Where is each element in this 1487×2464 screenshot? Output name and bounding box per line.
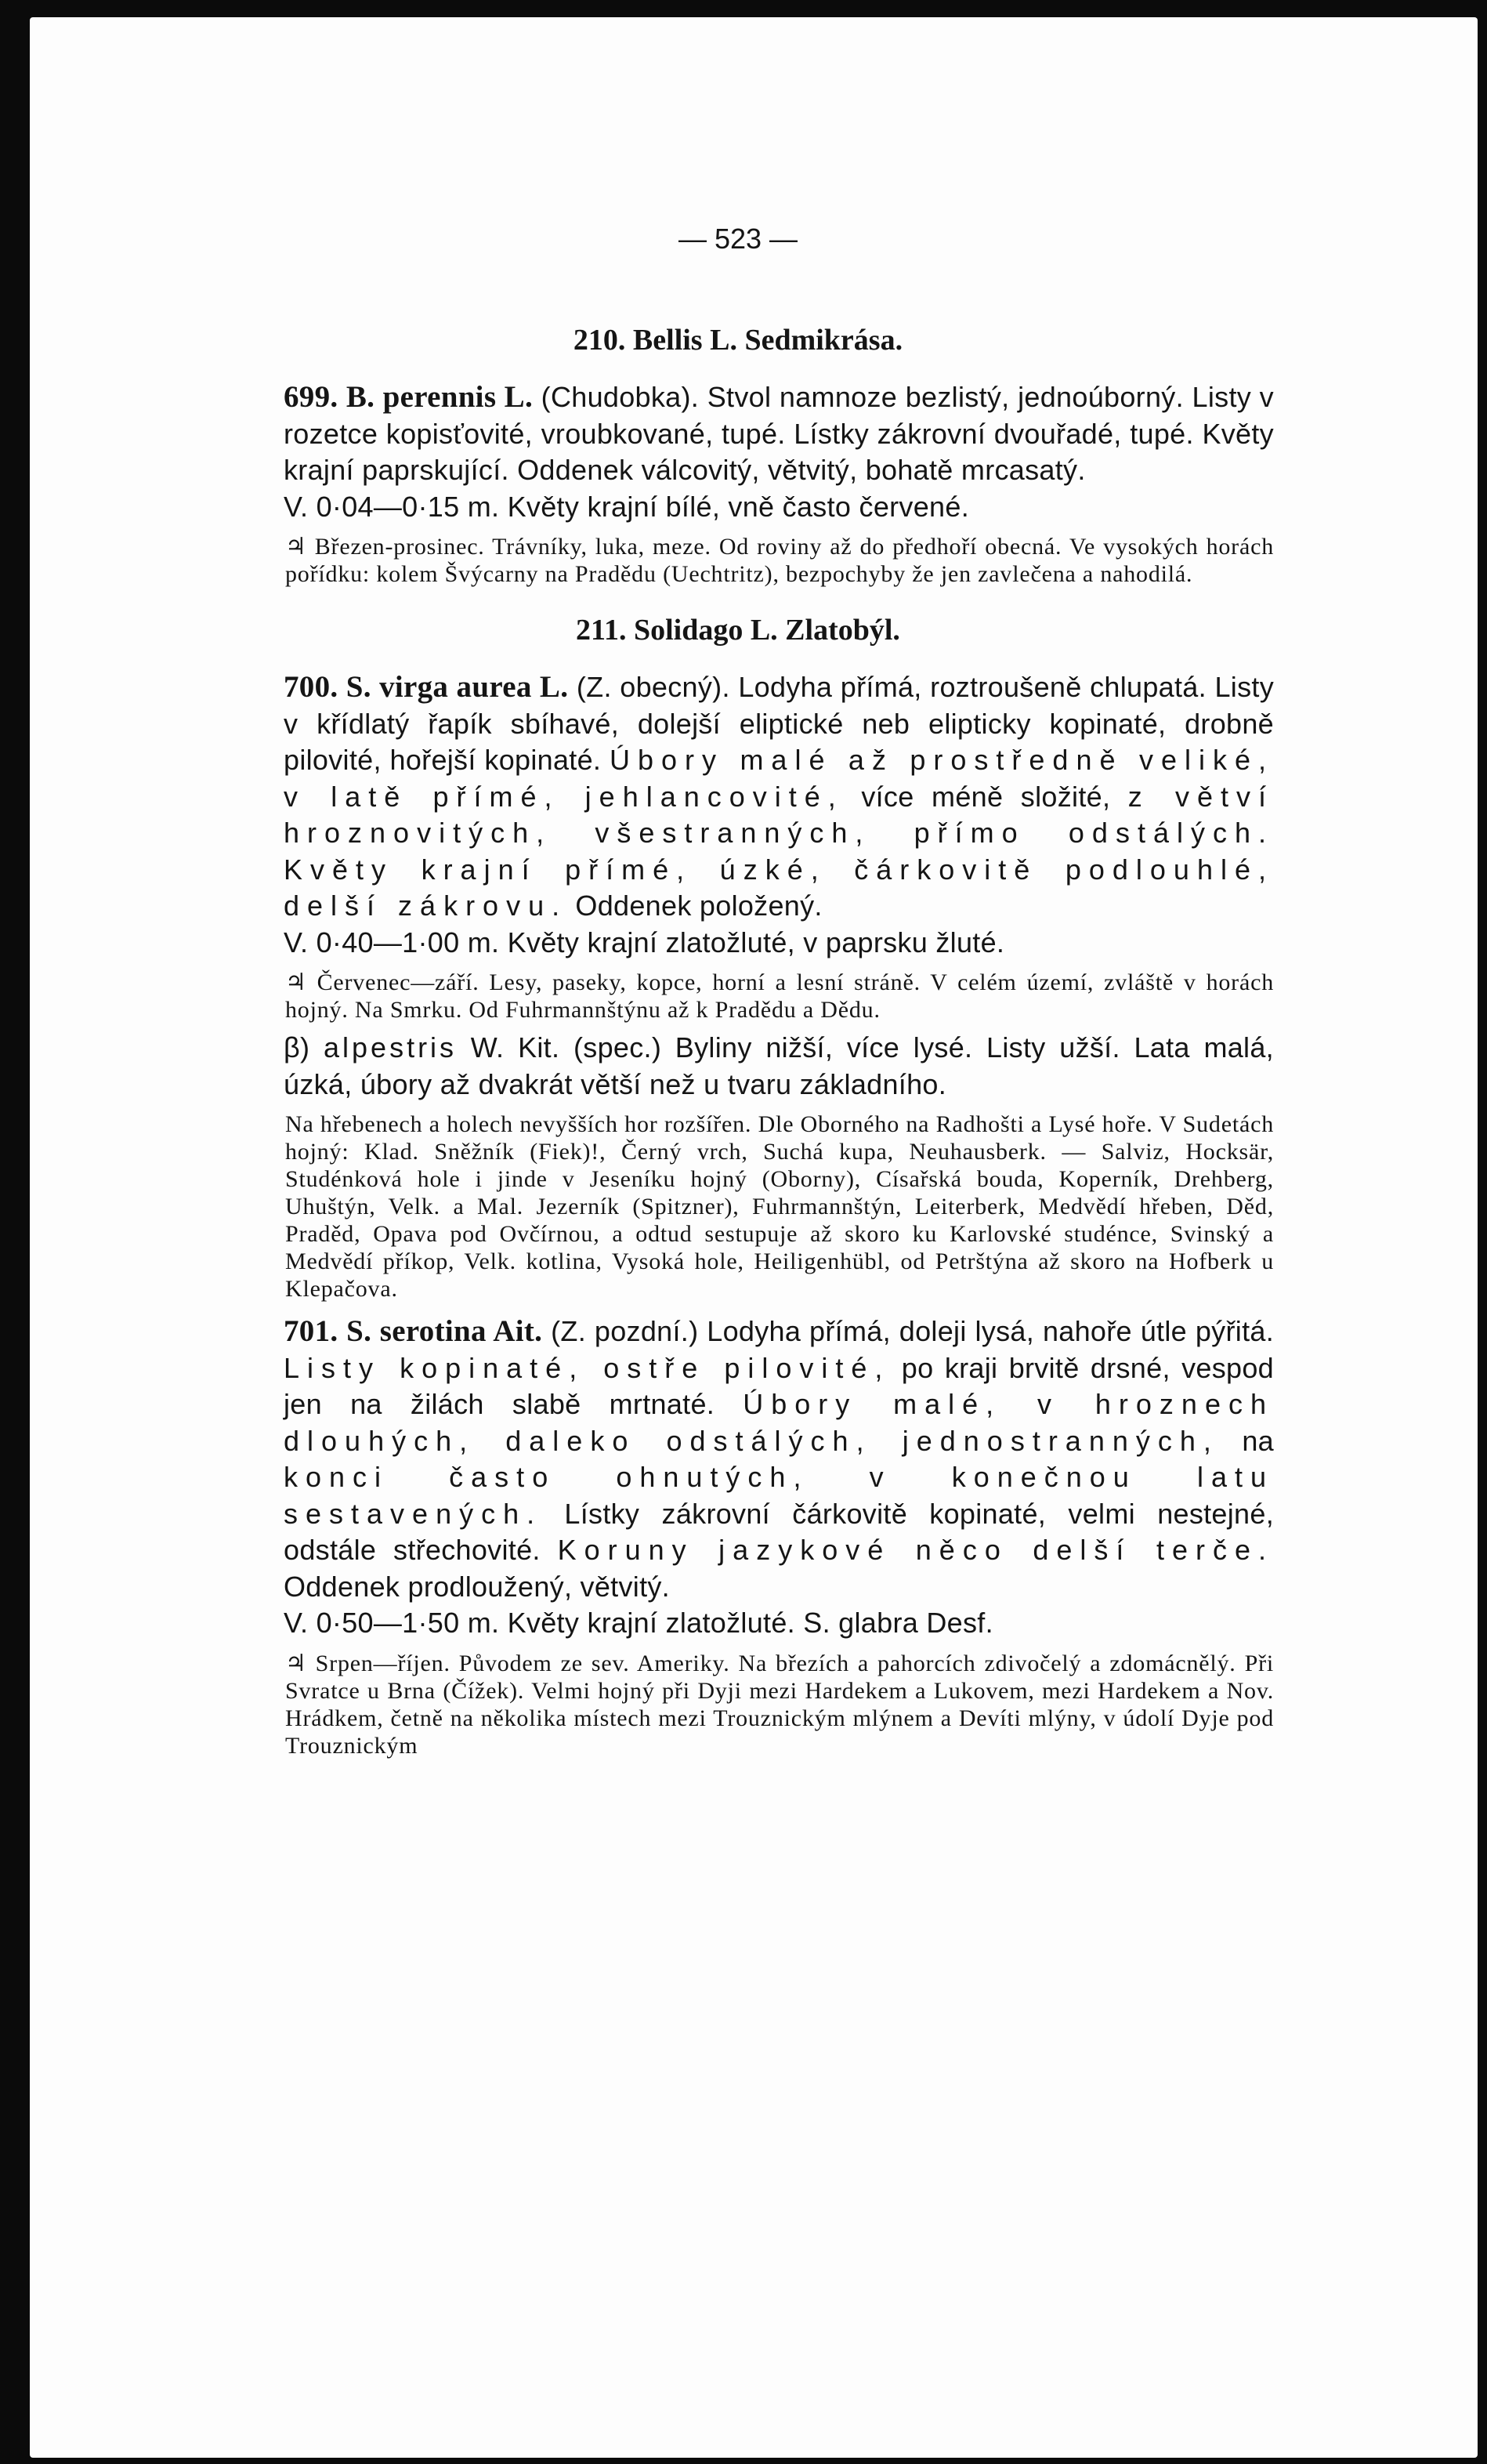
species-701-distribution: ♃ Srpen—říjen. Původem ze sev. Ameriky. Na březích a pahorcích zdivočelý a zdomácnělý. Při Svratce u Brna (Čížek). Velmi hojný při Dyji mezi Hardekem a Lukovem, mezi Hardekem a Nov. Hrádkem, četně na několika místech mezi Trouznickým mlýnem a Devíti mlýny, v údolí Dyje pod Trouznickým [285,1650,1274,1759]
species-701-dimensions: V. 0·50—1·50 m. Květy krajní zlatožluté. S. glabra Desf. [284,1607,993,1639]
spaced-emphasis: z větví hroznovitých, všestranných, přímo odstálých. Květy krajní přímé, úzké, čárkovitě podlouhlé, delší zákrovu. [284,780,1274,922]
species-700-dimensions: V. 0·40—1·00 m. Květy krajní zlatožluté, v paprsku žluté. [284,926,1005,958]
spaced-emphasis: Úbory malé, v hroznech dlouhých, daleko odstálých, jednostranných, [284,1388,1274,1457]
species-699-name: 699. B. perennis L. [284,380,534,414]
variety-alpestris-description: β) alpestris W. Kit. (spec.) Byliny nižší, více lysé. Listy užší. Lata malá, úzká, úbory až dvakrát větší než u tvaru základního. [284,1031,1274,1100]
species-699-dimensions: V. 0·04—0·15 m. Květy krajní bílé, vně často červené. [284,490,969,523]
species-700-description: 700. S. virga aurea L. (Z. obecný). Lodyha přímá, roztroušeně chlupatá. Listy v křídlatý řapík sbíhavé, dolejší eliptické neb elipticky kopinaté, drobně pilovité, hořejší kopinaté. Úbory malé až prostředně veliké, v latě přímé, jehlancovité, více méně složité, z větví hroznovitých, všestranných, přímo odstálých. Květy krajní přímé, úzké, čárkovitě podlouhlé, delší zákrovu. Oddenek položený. [284,670,1274,922]
species-699-distribution: ♃ Březen-prosinec. Trávníky, luka, meze. Od roviny až do předhoří obecná. Ve vysokých horách pořídku: kolem Švýcarny na Pradědu (Uechtritz), bezpochyby že jen zavlečena a nahodilá. [285,534,1274,587]
species-699-text: (Chudobka). Stvol namnoze bezlistý, jednoúborný. Listy v rozetce kopisťovité, vroubkované, tupé. Lístky zákrovní dvouřadé, tupé. Květy krajní paprskující. Oddenek válcovitý, větvitý, bohatě mrcasatý. [284,381,1274,486]
species-699-description [202,379,1274,489]
species-701-name: 701. S. serotina Ait. [284,1314,543,1348]
species-700-name: 700. S. virga aurea L. [284,670,569,704]
page-sheet [30,17,1478,2458]
page-content [202,223,1274,1759]
genus-heading-bellis: 210. Bellis L. Sedmikrása. [573,324,903,357]
spaced-emphasis: Úbory malé až prostředně veliké, v latě přímé, jehlancovité, [284,744,1274,813]
genus-heading-solidago: 211. Solidago L. Zlatobýl. [576,614,900,647]
spaced-emphasis: Koruny jazykové něco delší terče. [557,1534,1275,1566]
spaced-emphasis: konci často ohnutých, v konečnou latu sestavených. [284,1461,1274,1530]
variety-alpestris-distribution: Na hřebenech a holech nevyšších hor rozšířen. Dle Oborného na Radhošti a Lysé hoře. V Sudetách hojný: Klad. Sněžník (Fiek)!, Černý vrch, Suchá kupa, Neuhausberk. — Salviz, Hocksär, Studénková hole i jinde v Jeseníku hojný (Oborny), Císařská bouda, Koperník, Drehberg, Uhuštýn, Velk. a Mal. Jezerník (Spitzner), Fuhrmannštýn, Leiterberk, Medvědí hřeben, Děd, Praděd, Opava pod Ovčírnou, a odtud sestupuje až skoro ku Karlovské studénce, Svinský a Medvědí příkop, Velk. kotlina, Vysoká hole, Heiligenhübl, od Petrštýna až skoro na Hofberk u Klepačova. [285,1111,1274,1302]
spaced-emphasis: Listy kopinaté, ostře pilovité, [284,1351,891,1384]
page-number: — 523 — [678,223,798,255]
species-701-description: 701. S. serotina Ait. (Z. pozdní.) Lodyha přímá, doleji lysá, nahoře útle pýřitá. Listy kopinaté, ostře pilovité, po kraji brvitě drsné, vespod jen na žilách slabě mrtnaté. Úbory malé, v hroznech dlouhých, daleko odstálých, jednostranných, na konci často ohnutých, v konečnou latu sestavených. Lístky zákrovní čárkovitě kopinaté, velmi nestejné, odstále střechovité. Koruny jazykové něco delší terče. Oddenek prodloužený, větvitý. [284,1314,1275,1603]
species-700-distribution: ♃ Červenec—září. Lesy, paseky, kopce, horní a lesní stráně. V celém území, zvláště v horách hojný. Na Smrku. Od Fuhrmannštýnu až k Pradědu a Dědu. [285,969,1274,1023]
variety-name: alpestris [324,1031,458,1064]
